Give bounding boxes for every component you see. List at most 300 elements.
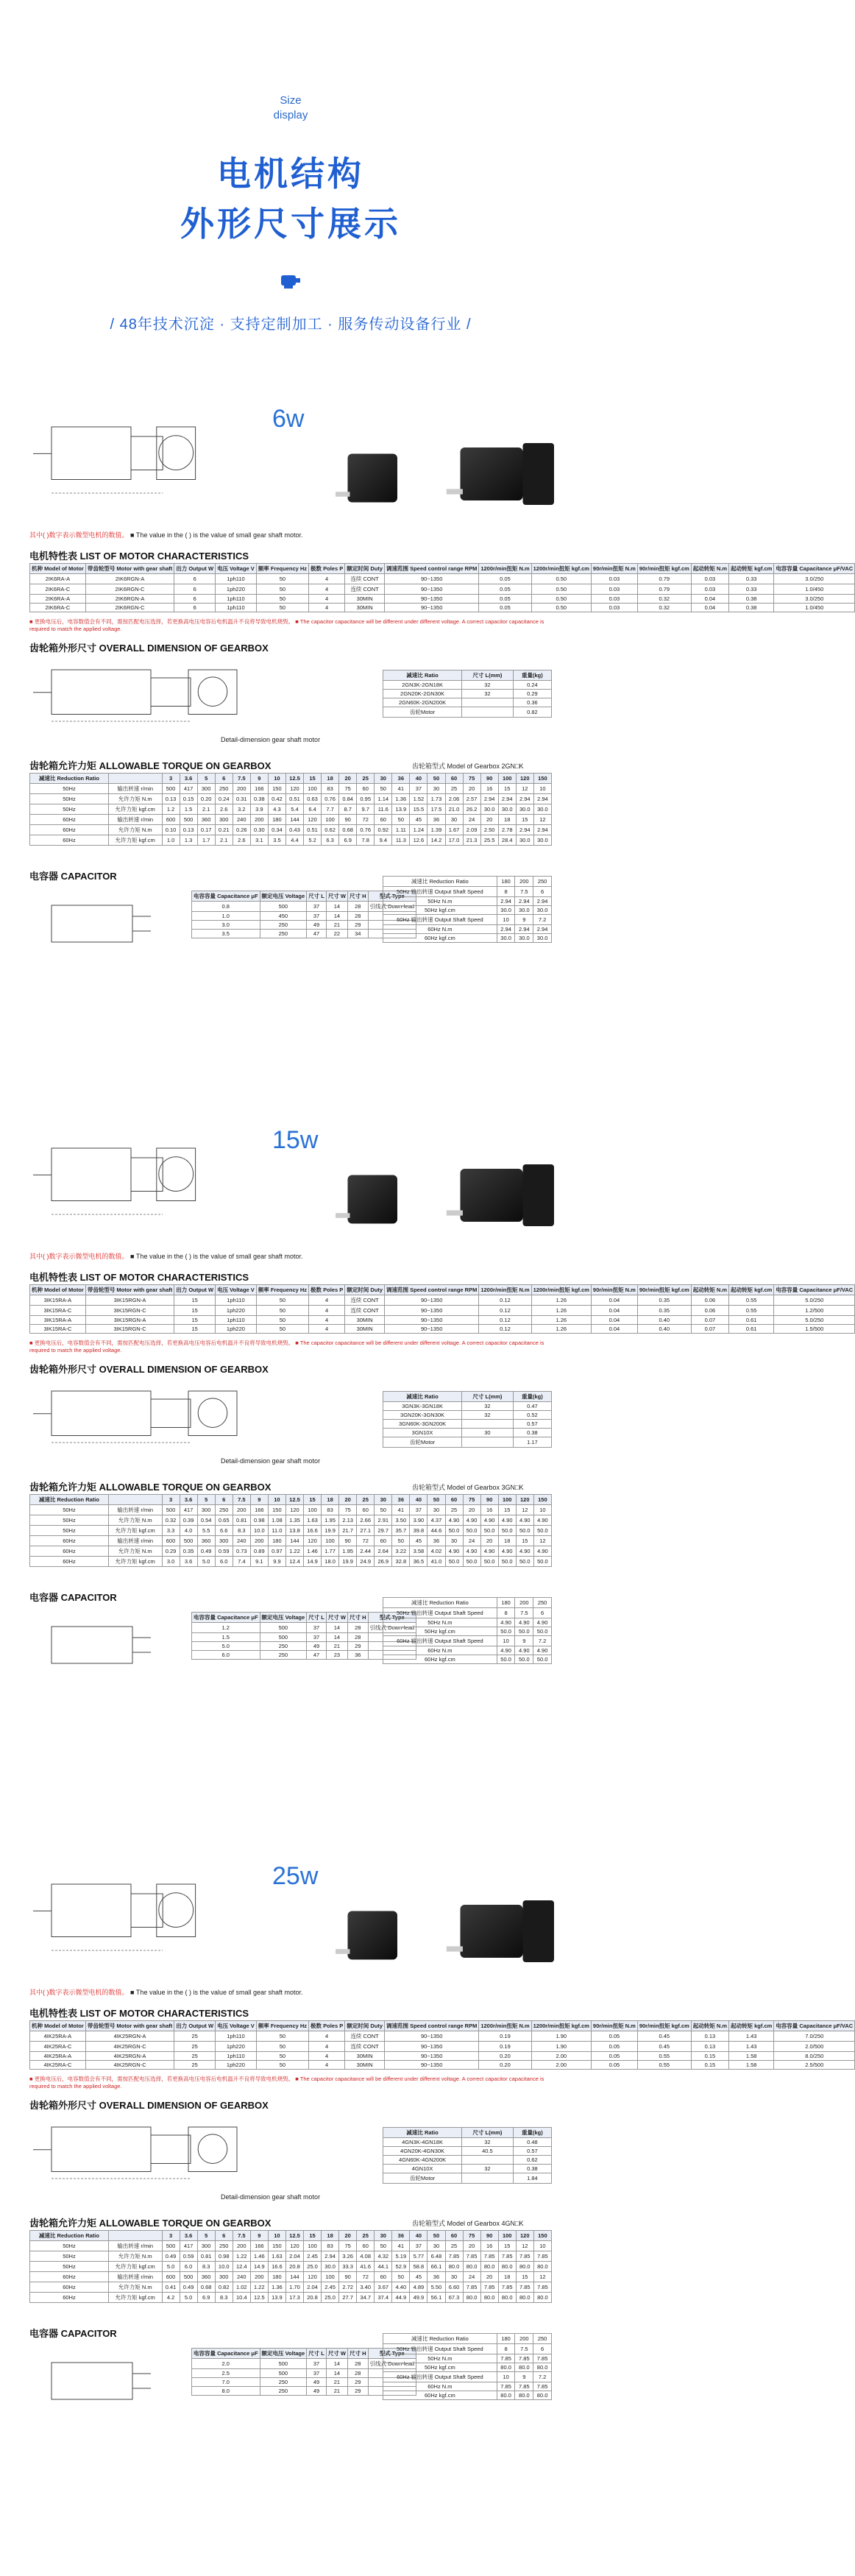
char-row-cell: 3IK15RA-A: [30, 1295, 86, 1306]
torque-row-cell: 10: [533, 2241, 551, 2251]
capacitor-table-header-cell: 尺寸 H: [348, 891, 369, 902]
torque-row-cell: 2.94: [516, 794, 533, 804]
extended-torque-row: [383, 1627, 552, 1636]
torque-table-header-cell: 12.5: [285, 774, 303, 784]
extended-torque-row: [383, 2354, 552, 2363]
char-row-cell: 0.40: [637, 1325, 691, 1334]
char-row-cell: 0.38: [729, 604, 774, 612]
char-row-cell: 50: [256, 1325, 308, 1334]
char-row-cell: 1ph220: [216, 2061, 257, 2070]
torque-row-cell: 0.30: [250, 825, 268, 835]
char-row-cell: 0.15: [691, 2061, 728, 2070]
capacitor-table-header-cell: 尺寸 L: [307, 891, 327, 902]
gearbox-row-cell: 32: [462, 2138, 514, 2147]
torque-table-header-cell: 3.6: [180, 774, 197, 784]
char-row-cell: 4IK25RGN-A: [85, 2052, 174, 2061]
torque-row-cell: 24: [463, 1536, 480, 1546]
torque-row-cell: 2.94: [533, 794, 551, 804]
capacitor-row-cell: 36: [348, 1651, 369, 1660]
torque-row: [30, 2262, 552, 2272]
torque-row-cell: 3.3: [162, 1526, 180, 1536]
char-row-cell: 4IK25RA-A: [30, 2052, 86, 2061]
torque-row-cell: 输出转速 r/min: [108, 1536, 162, 1546]
torque-row-cell: 50.0: [463, 1526, 480, 1536]
torque-table-header-cell: 15: [304, 2231, 322, 2241]
torque-row-cell: 90: [339, 815, 357, 825]
torque-row-cell: 417: [180, 2241, 197, 2251]
extended-torque-row: [383, 1646, 552, 1655]
capacitor-row-cell: 14: [326, 902, 347, 912]
extended-torque-row-cell: 10: [497, 1636, 515, 1646]
motor-photo-6w: [331, 442, 441, 523]
gearbox-table-header-cell: 尺寸 L(mm): [462, 2128, 514, 2138]
capacitor-row-cell: 29: [348, 2387, 369, 2396]
capacitor-row-cell: 37: [307, 902, 327, 912]
char-row-cell: 0.45: [637, 2031, 691, 2042]
torque-row-cell: 7.85: [480, 2282, 498, 2293]
char-table-header-cell: 电压 Voltage V: [216, 1285, 257, 1295]
char-row-cell: 0.61: [729, 1325, 774, 1334]
char-row-cell: 6: [174, 584, 216, 595]
torque-row-cell: 0.68: [339, 825, 357, 835]
torque-row-cell: 20: [480, 2272, 498, 2282]
extended-torque-row-cell: 60Hz kgf.cm: [383, 1655, 497, 1664]
torque-row-cell: 0.13: [180, 825, 197, 835]
char-row-cell: 0.03: [591, 595, 637, 604]
char-table-header-cell: 起动转矩 kgf.cm: [729, 2021, 774, 2031]
torque-table-header-cell: 6: [215, 2231, 233, 2241]
extended-torque-row-cell: 60Hz 输出转速 Output Shaft Speed: [383, 915, 497, 925]
char-row-cell: 50: [256, 1316, 308, 1325]
torque-table-header-cell: 25: [357, 1495, 375, 1505]
torque-row-cell: 2.94: [533, 825, 551, 835]
section-25w: [0, 1855, 854, 2576]
char-table-header-cell: 电容容量 Capacitance μF/VAC: [774, 2021, 855, 2031]
char-row-cell: 1ph220: [216, 2042, 257, 2052]
watt-label-15w: 15w: [272, 1126, 319, 1154]
torque-row-cell: 6.60: [445, 2282, 463, 2293]
char-row-cell: 0.55: [637, 2061, 691, 2070]
torque-row-cell: 72: [357, 2272, 375, 2282]
gearbox-table-header-cell: 重量(kg): [513, 2128, 551, 2138]
extended-torque-row-cell: 7.2: [533, 2372, 552, 2382]
torque-row-cell: 4.89: [410, 2282, 428, 2293]
torque-row-cell: 360: [197, 1536, 215, 1546]
char-table-header-cell: 出力 Output W: [174, 2021, 216, 2031]
torque-row-cell: 360: [197, 815, 215, 825]
capacitor-row-cell: 3.5: [192, 930, 260, 938]
torque-row-cell: 16: [480, 784, 498, 794]
char-row-cell: 3IK15RGN-C: [85, 1306, 174, 1316]
torque-title: 齿轮箱允许力矩 ALLOWABLE TORQUE ON GEARBOX: [29, 2218, 272, 2229]
char-row-cell: 4IK25RA-A: [30, 2031, 86, 2042]
torque-row-cell: 3.2: [233, 804, 250, 815]
char-row-cell: 2.00: [531, 2061, 591, 2070]
gearbox-row: [383, 1411, 552, 1420]
char-row-cell: 1ph220: [216, 1325, 257, 1334]
motor-drawing-15w: [29, 1133, 206, 1229]
torque-row: [30, 2282, 552, 2293]
capacitor-row-cell: 1.5: [192, 1633, 260, 1642]
capacitor-row-cell: 250: [260, 1642, 307, 1651]
char-row-cell: 30MIN: [345, 2052, 385, 2061]
torque-row-cell: 200: [233, 784, 250, 794]
torque-row-cell: 41: [392, 1505, 410, 1515]
capacitor-row-cell: 250: [260, 1651, 307, 1660]
torque-row-cell: 60Hz: [30, 835, 109, 846]
char-row-cell: 0.04: [591, 1316, 637, 1325]
gearbox-table-header-cell: 减速比 Ratio: [383, 670, 462, 681]
char-row-cell: 50: [256, 604, 308, 612]
capacitor-table-header-cell: 额定电压 Voltage: [260, 1613, 307, 1623]
char-note: ■ 更换电压后，电容数值会有不同，需按匹配电压选择，若更换高电压电容后电机温升不良将导致电机烧毁。 ■ The capacitor capacitance will be different under different voltage. A correct capacitor capacitance is required to match the applied voltage.: [29, 1340, 544, 1354]
extended-torque-row-cell: 减速比 Reduction Ratio: [383, 877, 497, 887]
char-table-header-cell: 出力 Output W: [174, 1285, 216, 1295]
torque-row-cell: 0.24: [215, 794, 233, 804]
extended-torque-row-cell: 50.0: [515, 1627, 533, 1636]
torque-unit: 齿轮箱型式 Model of Gearbox 2GN□K: [412, 762, 524, 770]
torque-row-cell: 50Hz: [30, 2251, 109, 2262]
gearbox-row-cell: 1.17: [513, 1437, 551, 1448]
torque-row-cell: 18.0: [322, 1557, 339, 1567]
char-row-cell: 90~1350: [384, 1325, 478, 1334]
capacitor-row-cell: 500: [260, 2359, 307, 2369]
gearbox-row-cell: 30: [462, 1429, 514, 1437]
torque-row-cell: 25: [445, 784, 463, 794]
extended-torque-row: [383, 1655, 552, 1664]
char-row-cell: 1ph110: [216, 574, 257, 584]
gearbox-row-cell: 0.57: [513, 1420, 551, 1429]
torque-row-cell: 允许力矩 N.m: [108, 794, 162, 804]
torque-unit: 齿轮箱型式 Model of Gearbox 4GN□K: [412, 2220, 524, 2227]
torque-row-cell: 12: [533, 1536, 551, 1546]
char-row-cell: 1.90: [531, 2031, 591, 2042]
char-table-header-cell: 频率 Frequency Hz: [256, 564, 308, 574]
char-table-header-cell: 额定时间 Duty: [345, 2021, 385, 2031]
gearbox-row-cell: [462, 707, 514, 718]
torque-row-cell: 80.0: [480, 2262, 498, 2272]
char-row: [30, 1316, 855, 1325]
torque-table-header-cell: 90: [480, 774, 498, 784]
extended-torque-row-cell: 50Hz kgf.cm: [383, 2363, 497, 2372]
gearbox-row-cell: 4GN20K-4GN30K: [383, 2147, 462, 2156]
char-row-cell: 15: [174, 1306, 216, 1316]
char-row-cell: 4: [309, 584, 345, 595]
torque-table-header-cell: 100: [498, 2231, 516, 2241]
torque-row-cell: 2.66: [357, 1515, 375, 1526]
size-note-red: 其中( )数字表示微型电机的数值。: [29, 1989, 129, 1996]
dim-caption: Detail-dimension gear shaft motor: [221, 736, 321, 743]
gearbox-row-cell: 2GN60K-2GN200K: [383, 698, 462, 707]
torque-table-header-cell: 36: [392, 2231, 410, 2241]
torque-row-cell: 50: [375, 2241, 392, 2251]
char-row-cell: 2.5/500: [774, 2061, 855, 2070]
torque-row-cell: 1.14: [375, 794, 392, 804]
capacitor-table-header-cell: 尺寸 W: [326, 2349, 347, 2359]
gearbox-row: [383, 1437, 552, 1448]
torque-row-cell: 0.43: [285, 825, 303, 835]
capacitor-row-cell: 1.0: [192, 912, 260, 921]
extended-torque-row-cell: 50.0: [515, 1655, 533, 1664]
torque-row-cell: 44.9: [392, 2293, 410, 2303]
capacitor-row-cell: 250: [260, 2378, 307, 2387]
char-row-cell: 1.2/500: [774, 1306, 855, 1316]
torque-row-cell: 7.85: [498, 2282, 516, 2293]
torque-row-cell: 10.0: [215, 2262, 233, 2272]
torque-row-cell: 1.46: [304, 1546, 322, 1557]
char-row-cell: 2IK6RGN-C: [85, 604, 174, 612]
torque-row-cell: 50.0: [516, 1557, 533, 1567]
torque-table-header-cell: 18: [322, 1495, 339, 1505]
torque-row-cell: 50Hz: [30, 784, 109, 794]
char-table-header-row: [30, 564, 855, 574]
gearbox-row-cell: 齿轮Motor: [383, 707, 462, 718]
torque-row-cell: 60: [375, 1536, 392, 1546]
torque-row-cell: 150: [268, 2241, 285, 2251]
torque-row-cell: 9.1: [250, 1557, 268, 1567]
char-table-header-cell: 带齿轮型号 Motor with gear shaft: [85, 2021, 174, 2031]
torque-row-cell: 50.0: [498, 1557, 516, 1567]
torque-row-cell: 0.35: [180, 1546, 197, 1557]
torque-row-cell: 允许力矩 kgf.cm: [108, 2262, 162, 2272]
torque-row-cell: 2.44: [357, 1546, 375, 1557]
torque-row-cell: 32.8: [392, 1557, 410, 1567]
torque-table-header-cell: 10: [268, 1495, 285, 1505]
extended-torque-row-cell: 50Hz N.m: [383, 2354, 497, 2363]
gearbox-drawing-25w: [29, 2112, 250, 2193]
torque-table-header-cell: 50: [428, 1495, 445, 1505]
capacitor-row-cell: 5.0: [192, 1642, 260, 1651]
torque-table-header-cell: 30: [375, 1495, 392, 1505]
torque-row-cell: 4.90: [480, 1515, 498, 1526]
extended-torque-row-cell: 7.85: [497, 2382, 515, 2391]
torque-row-cell: 60: [375, 815, 392, 825]
capacitor-row-cell: 37: [307, 2369, 327, 2378]
torque-row-cell: 37: [410, 784, 428, 794]
capacitor-row-cell: 21: [326, 1642, 347, 1651]
display-word: display: [273, 109, 308, 121]
torque-row-cell: 100: [304, 2241, 322, 2251]
extended-torque-row-cell: 50.0: [497, 1627, 515, 1636]
torque-row-cell: 50: [375, 784, 392, 794]
char-row: [30, 2042, 855, 2052]
capacitor-row-cell: 28: [348, 1623, 369, 1633]
capacitor-row-cell: 14: [326, 1633, 347, 1642]
char-table-header-cell: 90r/min扭矩 kgf.cm: [637, 564, 691, 574]
char-row-cell: 0.55: [637, 2052, 691, 2061]
torque-row-cell: 20: [463, 1505, 480, 1515]
char-row-cell: 3IK15RA-C: [30, 1306, 86, 1316]
torque-row-cell: 3.6: [180, 1557, 197, 1567]
torque-row-cell: 5.2: [304, 835, 322, 846]
char-row-cell: 0.06: [691, 1295, 728, 1306]
torque-row-cell: 1.36: [392, 794, 410, 804]
torque-table-header-cell: 150: [533, 774, 551, 784]
extended-torque-row: [383, 877, 552, 887]
gear-motor-photo-6w: [441, 434, 567, 523]
extended-torque-row-cell: 减速比 Reduction Ratio: [383, 1598, 497, 1608]
char-title: 电机特性表 LIST OF MOTOR CHARACTERISTICS: [29, 551, 249, 562]
torque-row-cell: 4.90: [533, 1546, 551, 1557]
extended-torque-row-cell: 7.85: [533, 2354, 552, 2363]
char-row-cell: 连续 CONT: [345, 1306, 385, 1316]
extended-torque-row-cell: 7.5: [515, 1608, 533, 1618]
gearbox-row-cell: 0.57: [513, 2147, 551, 2156]
torque-row-cell: 80.0: [480, 2293, 498, 2303]
torque-row-cell: 80.0: [498, 2293, 516, 2303]
capacitor-row-cell: 23: [326, 1651, 347, 1660]
extended-torque-row: [383, 897, 552, 906]
torque-row-cell: 0.59: [215, 1546, 233, 1557]
torque-table-header-cell: 75: [463, 2231, 480, 2241]
torque-row-cell: 60Hz: [30, 2293, 109, 2303]
torque-table-header-cell: 9: [250, 1495, 268, 1505]
torque-row-cell: 50Hz: [30, 1505, 109, 1515]
gearbox-table: [383, 2127, 552, 2184]
char-row-cell: 15: [174, 1325, 216, 1334]
capacitor-row-cell: 500: [260, 1633, 307, 1642]
torque-table-header-cell: 120: [516, 2231, 533, 2241]
char-row: [30, 1325, 855, 1334]
char-row-cell: 4IK25RA-C: [30, 2042, 86, 2052]
torque-row-cell: 100: [322, 815, 339, 825]
torque-table-header-cell: 3: [162, 1495, 180, 1505]
torque-table-header-cell: 30: [375, 2231, 392, 2241]
char-row-cell: 2IK6RA-A: [30, 574, 86, 584]
torque-row-cell: 500: [180, 1536, 197, 1546]
extended-torque-row: [383, 887, 552, 897]
torque-row-cell: 30.0: [480, 804, 498, 815]
torque-row-cell: 1.5: [180, 804, 197, 815]
torque-table-header-cell: [108, 774, 162, 784]
char-row-cell: 0.79: [637, 584, 691, 595]
gearbox-row-cell: 32: [462, 681, 514, 690]
torque-row-cell: 144: [285, 1536, 303, 1546]
torque-row-cell: 37: [410, 2241, 428, 2251]
dim-caption: Detail-dimension gear shaft motor: [221, 2193, 321, 2201]
torque-row-cell: 80.0: [533, 2262, 551, 2272]
torque-table-header-cell: 18: [322, 2231, 339, 2241]
torque-row-cell: 30.0: [498, 804, 516, 815]
torque-row-cell: 100: [304, 784, 322, 794]
torque-row-cell: 16.6: [268, 2262, 285, 2272]
torque-row-cell: 39.8: [410, 1526, 428, 1536]
char-row-cell: 4IK25RGN-C: [85, 2042, 174, 2052]
char-row-cell: 0.61: [729, 1316, 774, 1325]
char-row-cell: 0.05: [479, 574, 531, 584]
torque-row-cell: 80.0: [463, 2262, 480, 2272]
torque-row-cell: 0.49: [197, 1546, 215, 1557]
torque-row-cell: 0.15: [180, 794, 197, 804]
torque-row-cell: 1.22: [233, 2251, 250, 2262]
torque-row-cell: 41: [392, 784, 410, 794]
torque-row-cell: 9.7: [357, 804, 375, 815]
torque-row-cell: 60Hz: [30, 825, 109, 835]
torque-row-cell: 25: [445, 2241, 463, 2251]
torque-row-cell: 4.90: [445, 1546, 463, 1557]
torque-row: [30, 1515, 552, 1526]
char-row-cell: 1.26: [531, 1325, 591, 1334]
torque-row-cell: 100: [304, 1505, 322, 1515]
char-row-cell: 4: [309, 1316, 345, 1325]
char-row-cell: 1.58: [729, 2061, 774, 2070]
char-row-cell: 30MIN: [345, 1316, 385, 1325]
capacitor-table-header-cell: 尺寸 H: [348, 1613, 369, 1623]
extended-torque-row-cell: 60Hz N.m: [383, 1646, 497, 1655]
extended-torque-row-cell: 10: [497, 915, 515, 925]
torque-row-cell: 250: [215, 784, 233, 794]
torque-table-header-cell: 减速比 Reduction Ratio: [30, 1495, 109, 1505]
torque-row-cell: 50Hz: [30, 2241, 109, 2251]
torque-row: [30, 2293, 552, 2303]
torque-row-cell: 75: [339, 2241, 357, 2251]
torque-row-cell: 7.85: [533, 2282, 551, 2293]
torque-row-cell: 56.1: [428, 2293, 445, 2303]
torque-row-cell: 2.04: [285, 2251, 303, 2262]
torque-row-cell: 0.51: [304, 825, 322, 835]
torque-row-cell: 50Hz: [30, 794, 109, 804]
torque-row-cell: 58.8: [410, 2262, 428, 2272]
gearbox-row-cell: 4GN60K-4GN200K: [383, 2156, 462, 2165]
torque-row-cell: 80.0: [463, 2293, 480, 2303]
torque-row-cell: 15: [498, 1505, 516, 1515]
extended-torque-row-cell: 50Hz kgf.cm: [383, 906, 497, 915]
extended-torque-row-cell: 60Hz N.m: [383, 2382, 497, 2391]
char-row: [30, 2031, 855, 2042]
torque-row-cell: 0.92: [375, 825, 392, 835]
torque-row-cell: 4.3: [268, 804, 285, 815]
torque-table-header-cell: 5: [197, 1495, 215, 1505]
char-table-header-cell: 1200r/min扭矩 kgf.cm: [531, 1285, 591, 1295]
torque-row-cell: 1.24: [410, 825, 428, 835]
char-row-cell: 2IK6RGN-C: [85, 584, 174, 595]
torque-table-header-cell: 40: [410, 774, 428, 784]
torque-row-cell: 21.3: [463, 835, 480, 846]
char-table: [29, 563, 855, 612]
torque-row-cell: 50: [375, 1505, 392, 1515]
torque-table: [29, 2230, 552, 2303]
torque-row-cell: 20: [463, 2241, 480, 2251]
torque-row-cell: 3.67: [375, 2282, 392, 2293]
extended-torque-row: [383, 2363, 552, 2372]
char-row-cell: 0.35: [637, 1295, 691, 1306]
char-row-cell: 90~1350: [384, 2031, 478, 2042]
torque-row-cell: 500: [162, 784, 180, 794]
torque-row-cell: 120: [304, 1536, 322, 1546]
extended-torque-row-cell: 30.0: [515, 906, 533, 915]
char-table-header-cell: 频率 Frequency Hz: [256, 1285, 308, 1295]
capacitor-table-header-cell: 尺寸 H: [348, 2349, 369, 2359]
torque-row-cell: 3.22: [392, 1546, 410, 1557]
torque-row-cell: 0.65: [215, 1515, 233, 1526]
torque-row-cell: 0.39: [180, 1515, 197, 1526]
char-row-cell: 0.12: [479, 1325, 531, 1334]
torque-row-cell: 33.3: [339, 2262, 357, 2272]
torque-row-cell: 4.90: [498, 1515, 516, 1526]
torque-row-cell: 11.0: [268, 1526, 285, 1536]
char-row-cell: 0.20: [479, 2052, 531, 2061]
char-row-cell: 15: [174, 1316, 216, 1325]
torque-row-cell: 允许力矩 N.m: [108, 825, 162, 835]
char-row-cell: 4: [309, 1295, 345, 1306]
torque-row-cell: 0.89: [250, 1546, 268, 1557]
torque-row-cell: 1.11: [392, 825, 410, 835]
extended-torque-row-cell: 200: [515, 2334, 533, 2344]
torque-row-cell: 17.5: [428, 804, 445, 815]
torque-table: [29, 1494, 552, 1567]
torque-row-cell: 6.0: [215, 1557, 233, 1567]
torque-row-cell: 30: [445, 1536, 463, 1546]
